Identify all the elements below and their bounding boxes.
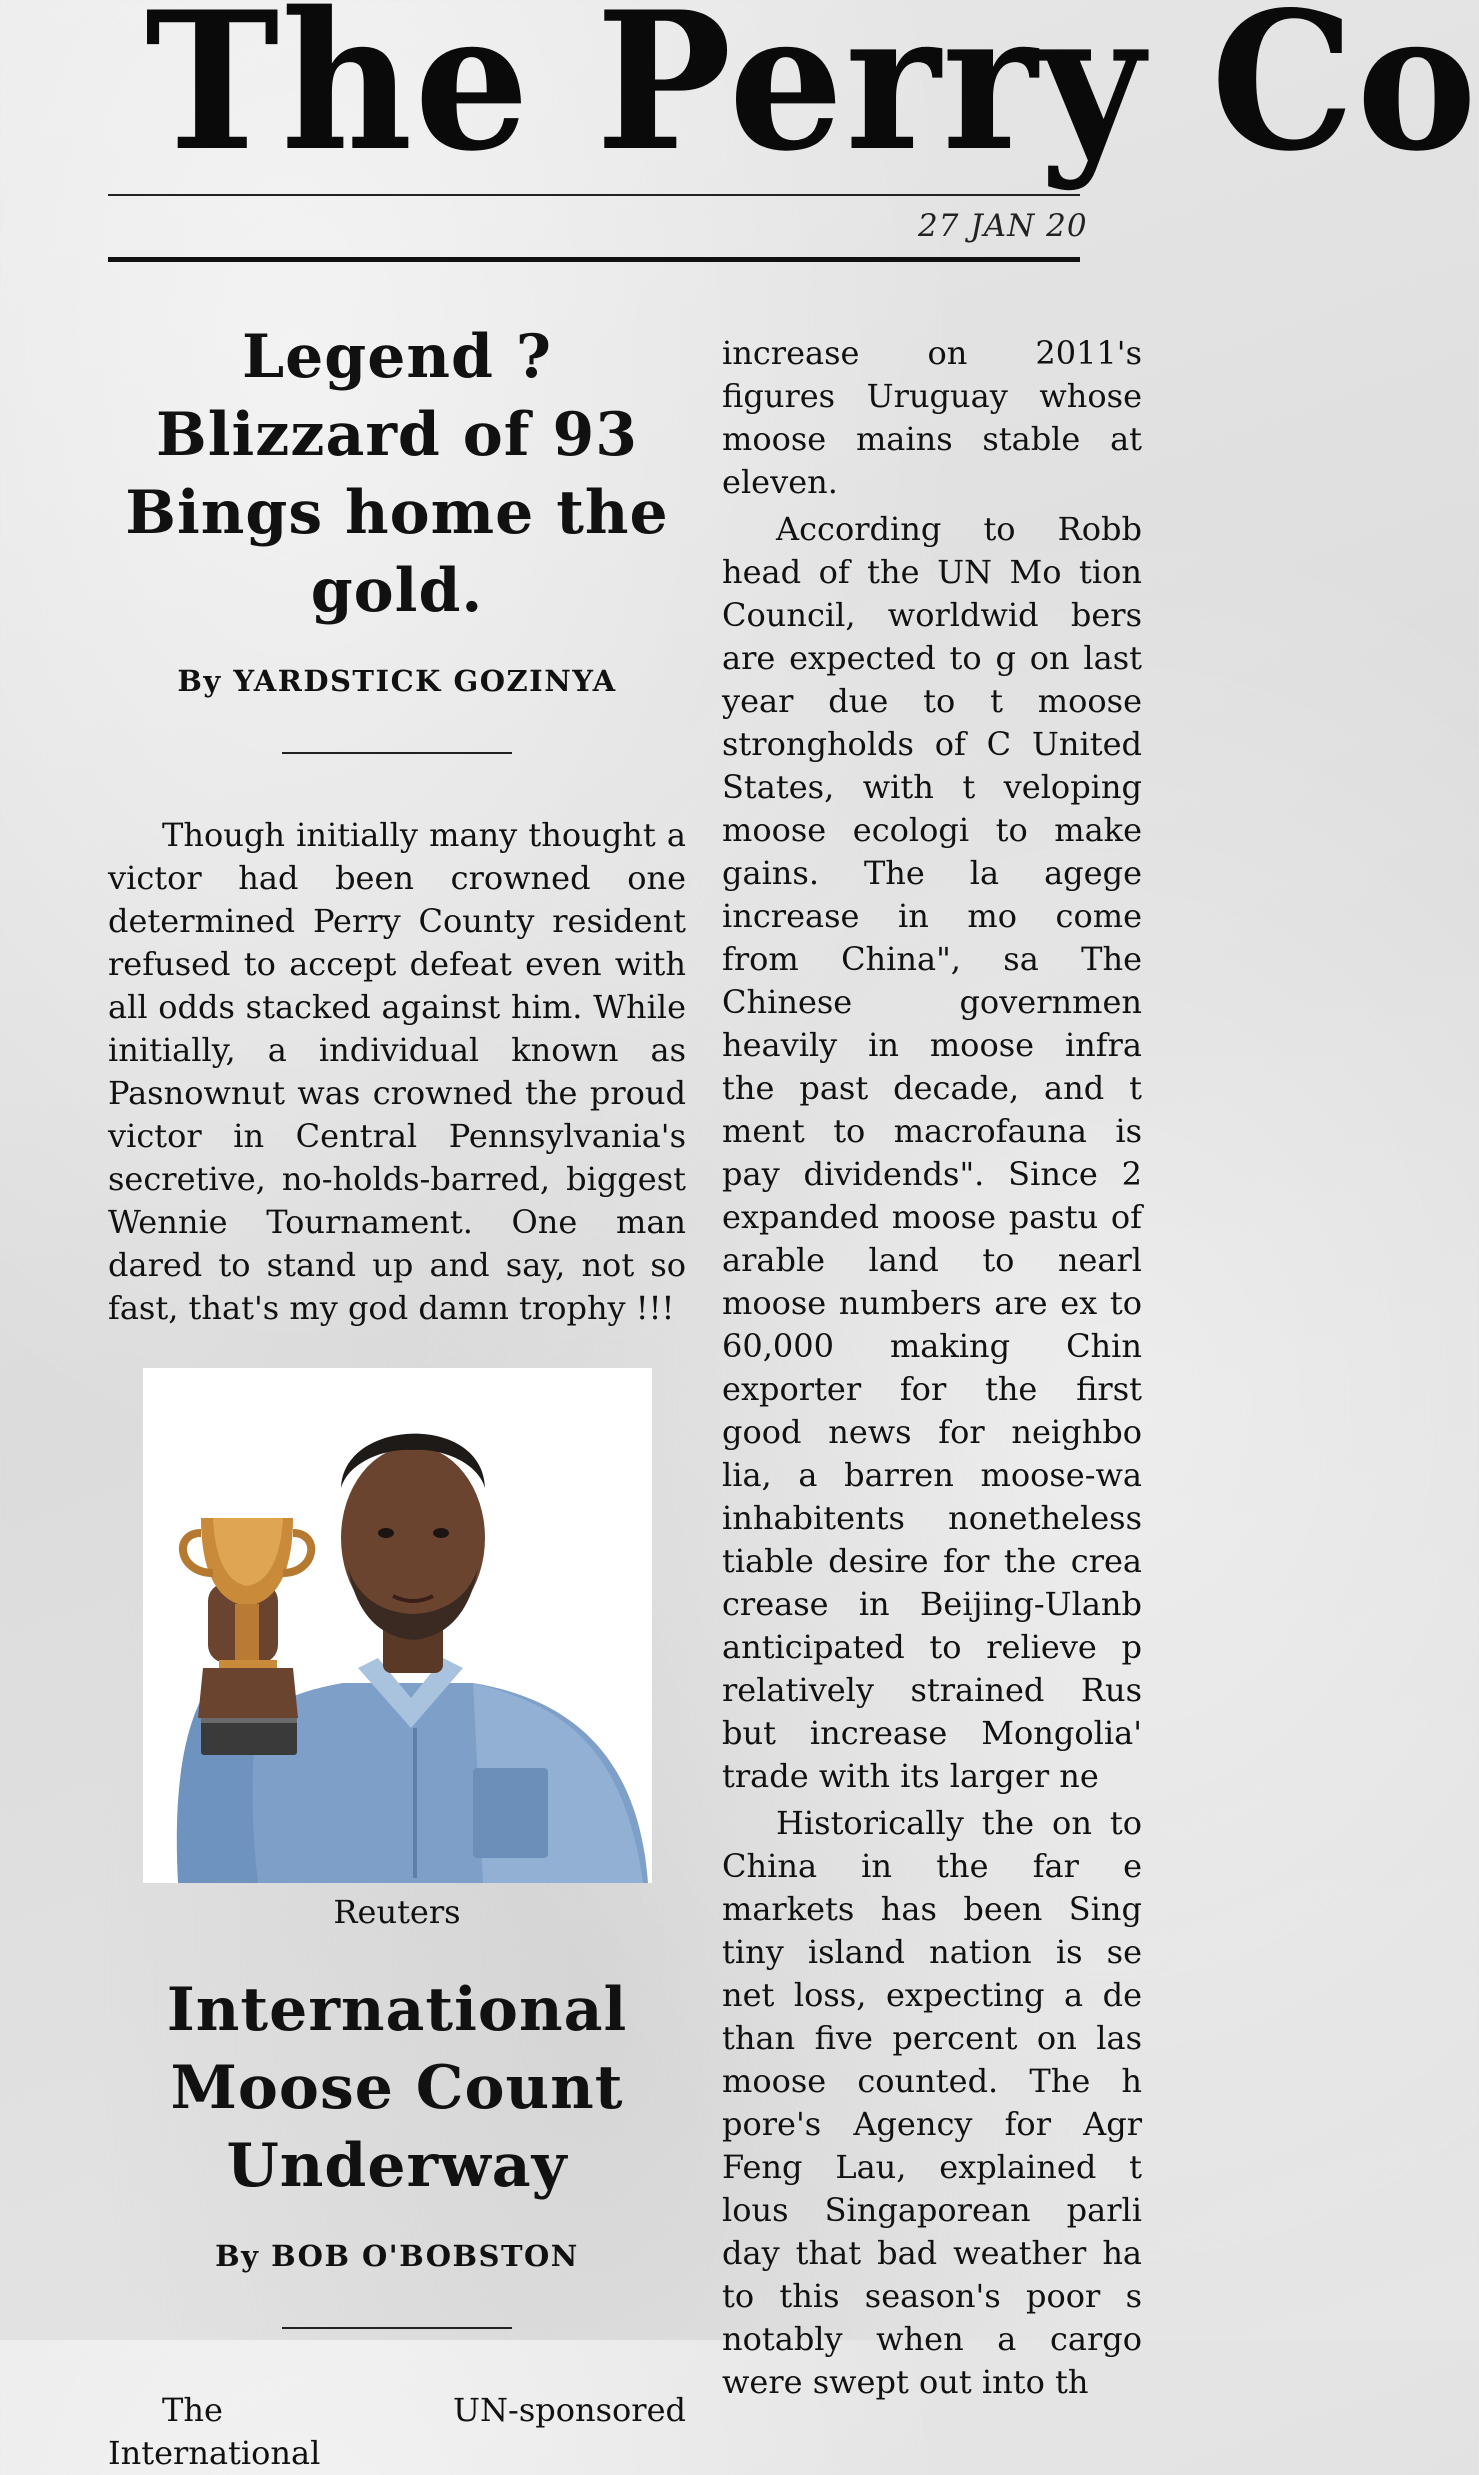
article-2-byline: By BOB O'BOBSTON [215,2239,579,2273]
article-2-divider [282,2327,512,2329]
masthead-rule-thin [108,194,1080,196]
dateline: 27 JAN 20 [918,208,1088,244]
right-column-paragraph-2: According to Robb head of the UN Mo tion Council, worldwid bers are expected to g on last year due to t moose strongholds of C United States, with t veloping moose ecologi to make gains. The la agege increase in mo come from China", sa The Chinese governmen heavily in moose infra the past decade, and t ment to macrofauna is pay dividends". Since 2 expanded moose pastu of arable land to nearl moose numbers are ex to 60,000 making Chin exporter for the first good news for neighbo lia, a barren moose-wa inhabitents nonetheless tiable desire for the crea crease in Beijing-Ulanb anticipated to relieve p relatively strained Rus but increase Mongolia' trade with its larger ne [722,510,1142,1795]
right-column-paragraph-1: increase on 2011's figures Uruguay whose moose mains stable at eleven. [722,334,1142,501]
photo-caption: Reuters [333,1893,461,1931]
article-1-headline: Legend ? Blizzard of 93 Bings home the gold. [125,322,669,626]
masthead-title: The Perry Co [145,0,1479,193]
right-column-paragraph-3: Historically the on to China in the far e markets has been Sing tiny island nation is se net loss, expecting a de than five percent on las moose counted. The h pore's Agency for Agr Feng Lau, explained t lous Singaporean parli day that bad weather ha to this season's poor s notably when a cargo were swept out into th [722,1804,1142,2401]
masthead-rule-thick [108,257,1080,262]
article-1-divider [282,752,512,754]
left-column [108,318,686,2475]
article-1-body: Though initially many thought a victor had been crowned one determined Perry County resident refused to accept defeat even with all odds stacked against him. While initially, a individual known as Pasnownut was crowned the proud victor in Central Pennsylvania's secretive, no-holds-barred, biggest Wennie Tournament. One man dared to stand up and say, not so fast, that's my god damn trophy !!! [108,816,686,1327]
right-column [722,332,1142,2404]
man-with-trophy-image [143,1368,652,1883]
article-1-byline: By YARDSTICK GOZINYA [177,664,617,698]
article-1-photo [143,1368,652,1883]
article-2-headline: International Moose Count Underway [166,1975,628,2201]
article-2-body: The UN-sponsored International [108,2391,686,2472]
